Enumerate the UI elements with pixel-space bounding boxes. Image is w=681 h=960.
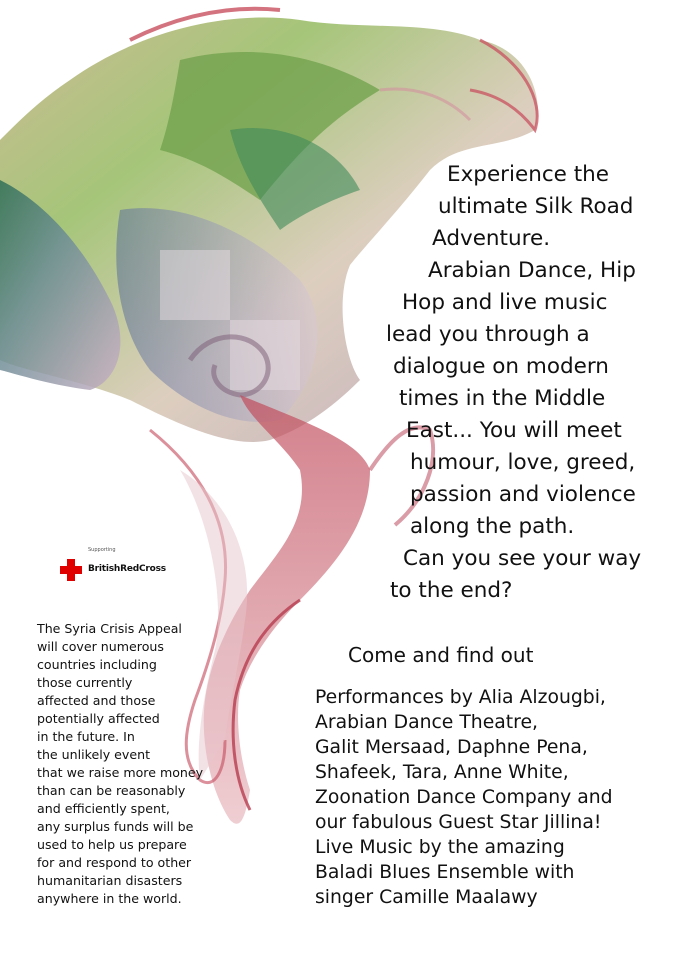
story-line: Can you see your way bbox=[403, 546, 642, 571]
story-line: along the path. bbox=[410, 514, 575, 539]
appeal-line: countries including bbox=[37, 657, 157, 672]
appeal-line: The Syria Crisis Appeal bbox=[37, 621, 182, 636]
appeal-line: will cover numerous bbox=[37, 639, 164, 654]
appeal-line: anywhere in the world. bbox=[37, 891, 182, 906]
performances-line: singer Camille Maalawy bbox=[315, 887, 538, 908]
come-and-find-out: Come and find out bbox=[348, 643, 534, 667]
appeal-line: in the future. In bbox=[37, 729, 135, 744]
sponsor-supporting-label: Supporting bbox=[88, 547, 116, 553]
appeal-line: those currently bbox=[37, 675, 133, 690]
story-line: Arabian Dance, Hip bbox=[428, 258, 636, 283]
performances-line: Performances by Alia Alzougbi, bbox=[315, 687, 606, 708]
story-line: to the end? bbox=[390, 578, 513, 603]
performances-line: Baladi Blues Ensemble with bbox=[315, 862, 575, 883]
story-line: Hop and live music bbox=[402, 290, 608, 315]
sponsor-name: BritishRedCross bbox=[88, 564, 166, 574]
appeal-line: than can be reasonably bbox=[37, 783, 186, 798]
performances-line: Live Music by the amazing bbox=[315, 837, 565, 858]
story-line: Experience the bbox=[447, 162, 610, 187]
red-cross-icon bbox=[60, 559, 82, 581]
story-line: dialogue on modern bbox=[393, 354, 609, 379]
appeal-line: the unlikely event bbox=[37, 747, 151, 762]
appeal-line: humanitarian disasters bbox=[37, 873, 183, 888]
appeal-line: and efficiently spent, bbox=[37, 801, 170, 816]
story-line: Adventure. bbox=[432, 226, 551, 251]
performances-line: Shafeek, Tara, Anne White, bbox=[315, 762, 569, 783]
appeal-line: used to help us prepare bbox=[37, 837, 187, 852]
story-line: humour, love, greed, bbox=[410, 450, 636, 475]
appeal-line: affected and those bbox=[37, 693, 156, 708]
performances-line: Zoonation Dance Company and bbox=[315, 787, 613, 808]
appeal-line: potentially affected bbox=[37, 711, 160, 726]
story-line: lead you through a bbox=[386, 322, 590, 347]
appeal-line: that we raise more money bbox=[37, 765, 204, 780]
performances-line: our fabulous Guest Star Jillina! bbox=[315, 812, 602, 833]
story-line: times in the Middle bbox=[399, 386, 606, 411]
performances-line: Galit Mersaad, Daphne Pena, bbox=[315, 737, 588, 758]
appeal-line: any surplus funds will be bbox=[37, 819, 194, 834]
appeal-line: for and respond to other bbox=[37, 855, 192, 870]
performances-line: Arabian Dance Theatre, bbox=[315, 712, 538, 733]
story-line: passion and violence bbox=[410, 482, 636, 507]
story-line: East... You will meet bbox=[406, 418, 622, 443]
story-line: ultimate Silk Road bbox=[438, 194, 634, 219]
